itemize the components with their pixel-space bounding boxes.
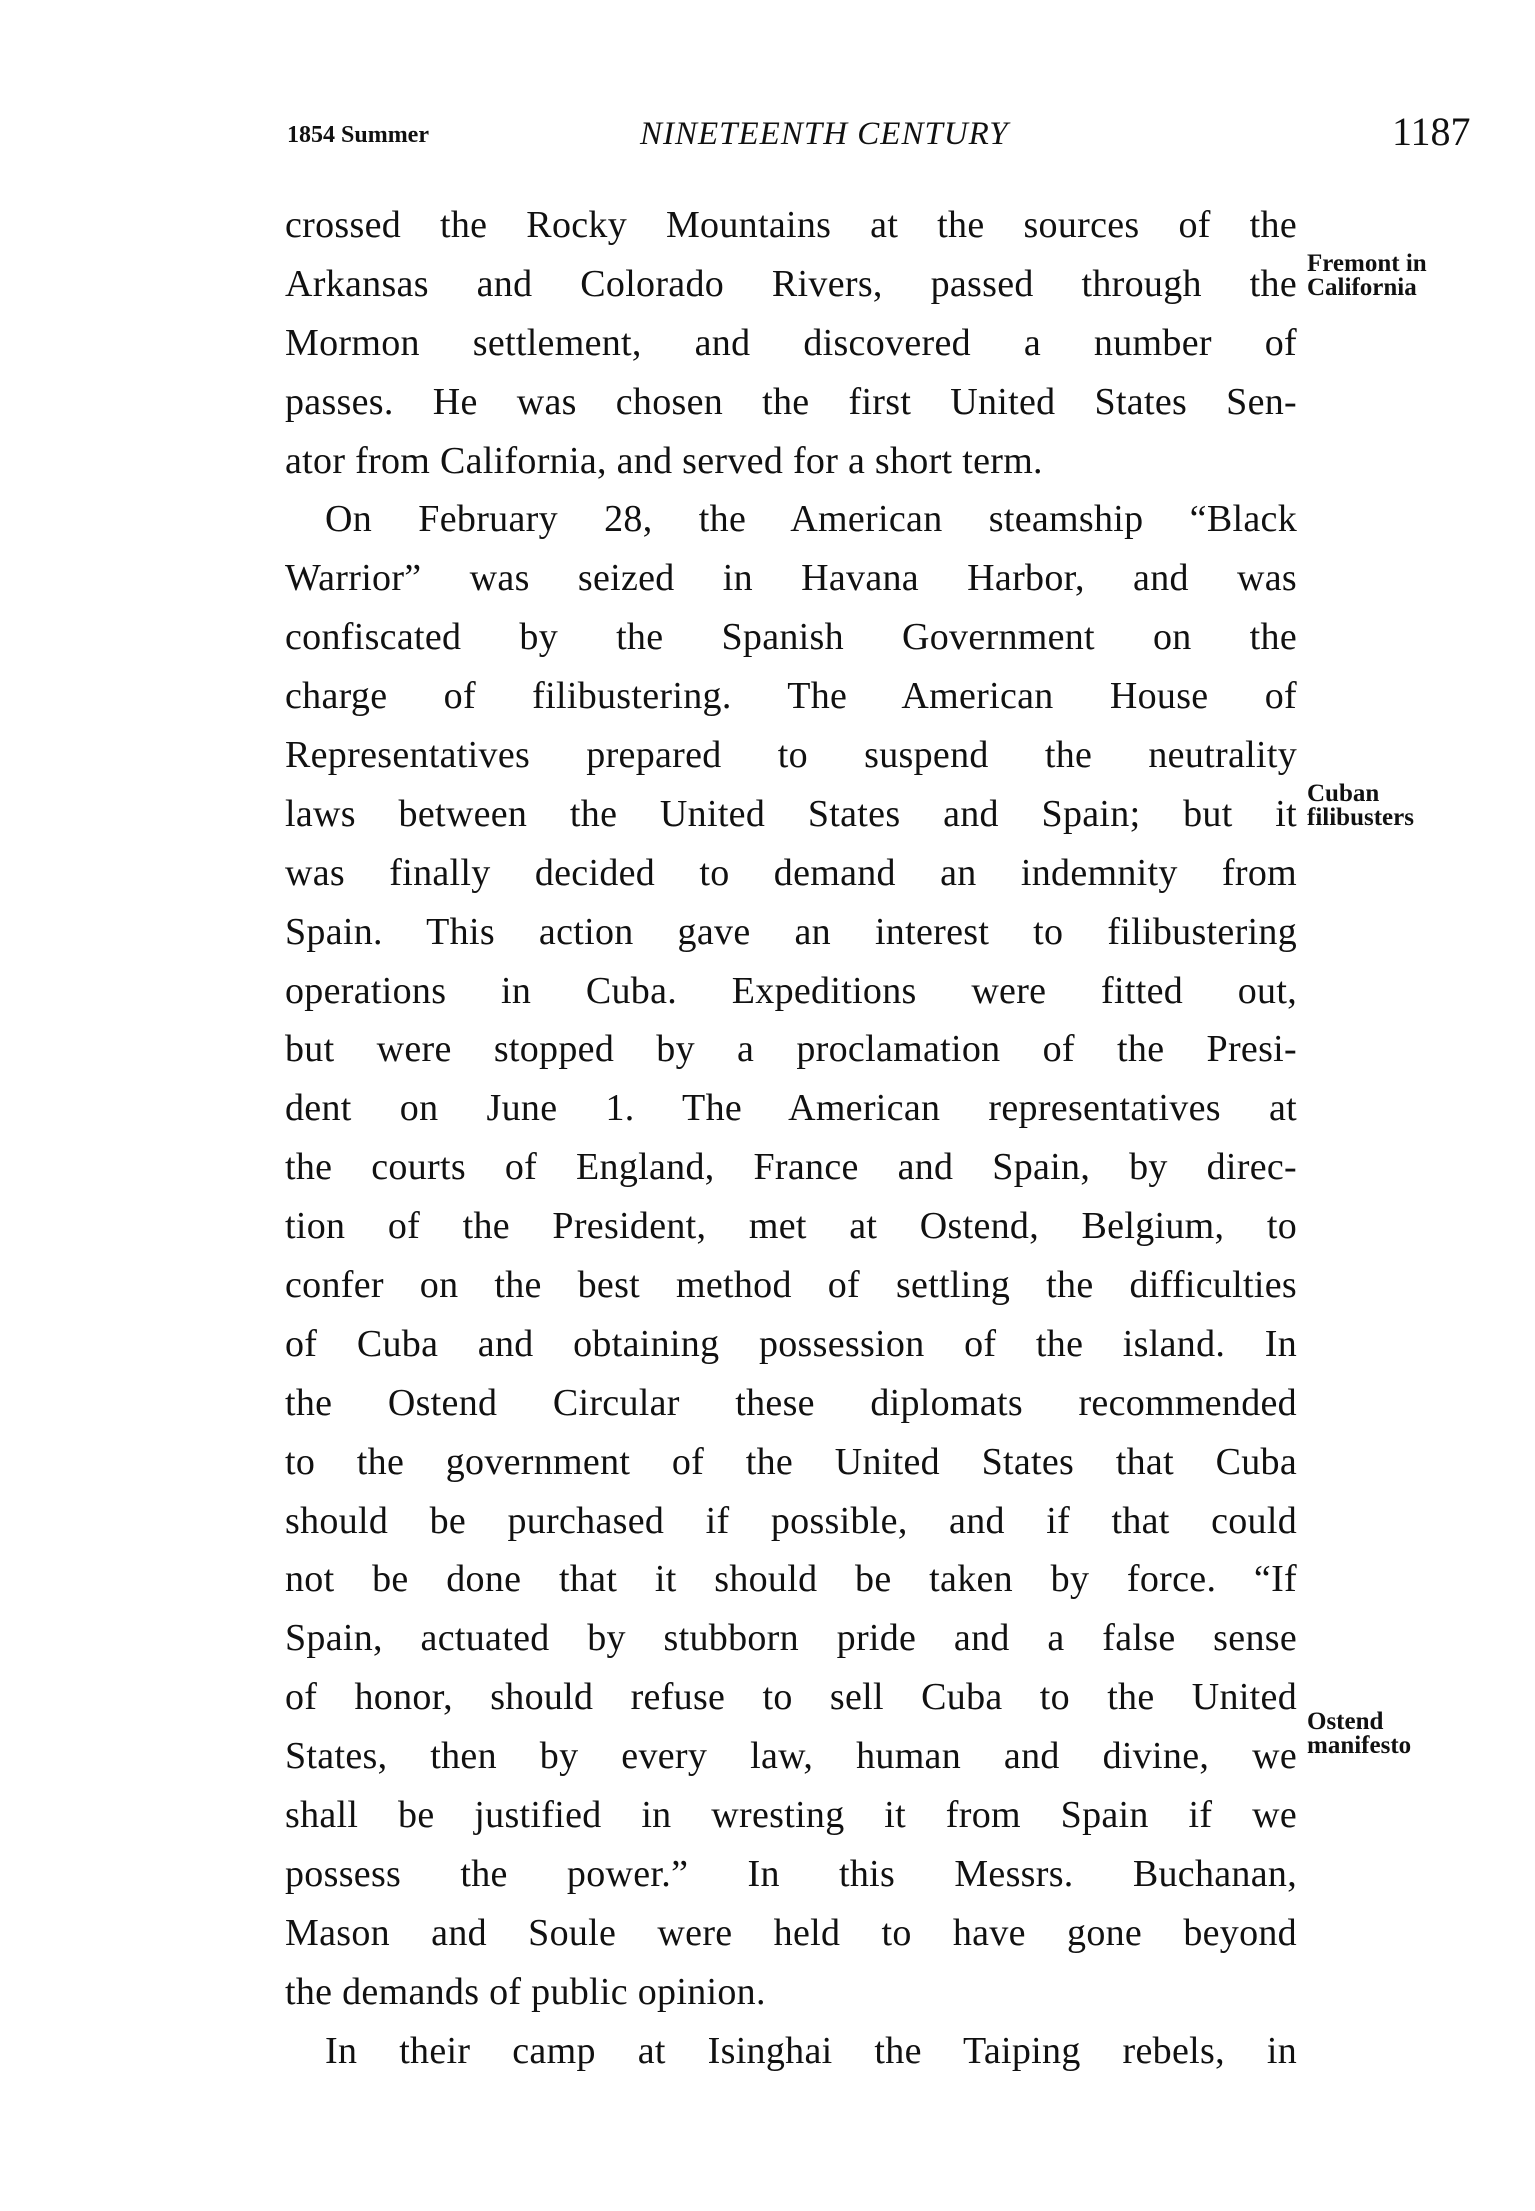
margin-note-line: Fremont in — [1307, 250, 1427, 277]
margin-note-line: California — [1307, 274, 1417, 301]
margin-note-line: manifesto — [1307, 1732, 1412, 1759]
body-text — [285, 196, 1297, 2081]
margin-note-fremont — [1307, 252, 1427, 300]
text-line: of honor, should refuse to sell Cuba to the United — [285, 1676, 1297, 1719]
margin-note-line: Ostend — [1307, 1708, 1384, 1735]
text-line: crossed the Rocky Mountains at the sources of the — [285, 204, 1297, 246]
running-header-date: 1854 Summer — [287, 122, 429, 148]
text-line: to the government of the United States that Cuba — [285, 1440, 1297, 1483]
text-line: operations in Cuba. Expeditions were fitted out, — [285, 969, 1297, 1012]
text-line: but were stopped by a proclamation of the Presi- — [285, 1028, 1297, 1071]
margin-note-line: filibusters — [1307, 804, 1414, 831]
text-line: Warrior” was seized in Havana Harbor, and was — [285, 557, 1297, 600]
text-line: laws between the United States and Spain; but it — [285, 792, 1297, 835]
text-line: the Ostend Circular these diplomats recommended — [285, 1381, 1297, 1424]
text-line: of Cuba and obtaining possession of the island. In — [285, 1322, 1297, 1365]
margin-note-cuban-filibusters — [1307, 782, 1414, 830]
text-line: charge of filibustering. The American House of — [285, 675, 1297, 718]
text-line: the demands of public opinion. — [285, 1970, 766, 2013]
text-line: confer on the best method of settling the difficulties — [285, 1264, 1297, 1307]
running-header — [0, 108, 1535, 158]
text-line: passes. He was chosen the first United States Sen- — [285, 380, 1297, 423]
text-line: shall be justified in wresting it from Spain if we — [285, 1794, 1297, 1837]
text-line: On February 28, the American steamship “Black — [325, 498, 1297, 541]
text-line: should be purchased if possible, and if that could — [285, 1499, 1297, 1542]
text-line: not be done that it should be taken by force. “If — [285, 1558, 1297, 1601]
text-line: the courts of England, France and Spain, by direc- — [285, 1146, 1297, 1189]
text-line: was finally decided to demand an indemnity from — [285, 851, 1297, 894]
text-line: Mormon settlement, and discovered a number of — [285, 321, 1297, 364]
margin-note-line: Cuban — [1307, 780, 1380, 807]
text-line: tion of the President, met at Ostend, Belgium, to — [285, 1205, 1297, 1248]
margin-note-ostend-manifesto — [1307, 1710, 1411, 1758]
text-line: dent on June 1. The American representatives at — [285, 1087, 1297, 1130]
text-line: confiscated by the Spanish Government on the — [285, 616, 1297, 659]
text-line: ator from California, and served for a short term. — [285, 439, 1043, 482]
page-number: 1187 — [1392, 109, 1471, 154]
text-line: Mason and Soule were held to have gone beyond — [285, 1911, 1297, 1954]
text-line: States, then by every law, human and divine, we — [285, 1735, 1297, 1778]
text-line: possess the power.” In this Messrs. Buchanan, — [285, 1852, 1297, 1895]
text-line: In their camp at Isinghai the Taiping rebels, in — [325, 2029, 1297, 2072]
running-header-title: NINETEENTH CENTURY — [640, 116, 1009, 152]
text-line: Spain, actuated by stubborn pride and a false sense — [285, 1617, 1297, 1660]
text-line: Representatives prepared to suspend the neutrality — [285, 734, 1297, 777]
text-line: Arkansas and Colorado Rivers, passed through the — [285, 262, 1297, 305]
text-line: Spain. This action gave an interest to filibustering — [285, 910, 1297, 953]
